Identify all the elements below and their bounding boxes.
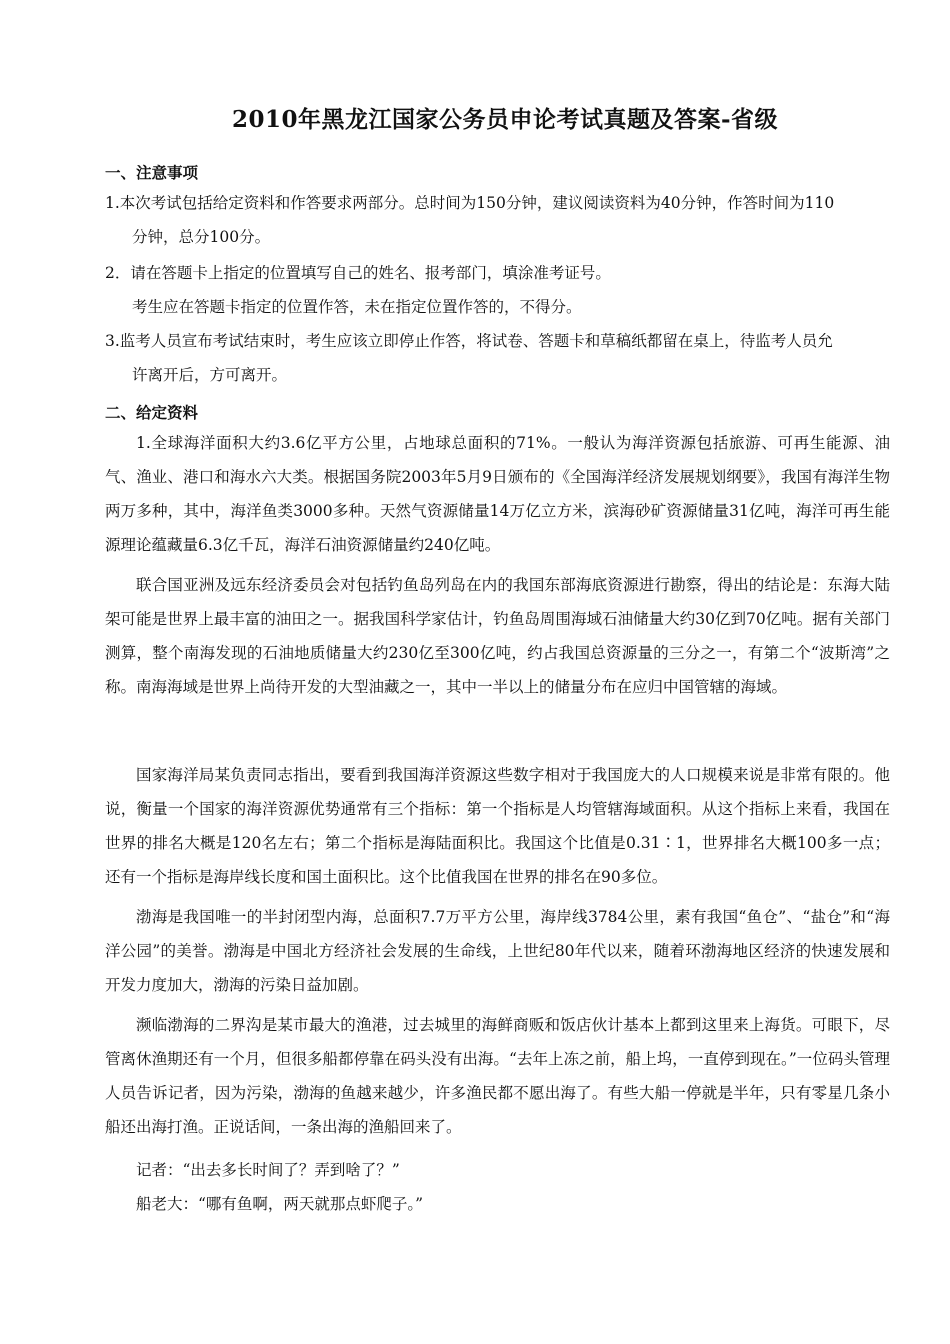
material-paragraph-5: 濒临渤海的二界沟是某市最大的渔港，过去城里的海鲜商贩和饭店伙计基本上都到这里来上海货。可眼下，尽管离休渔期还有一个月，但很多船都停靠在码头没有出海。“去年上冻之前，船上坞，一直停到现在。”一位码头管理人员告诉记者，因为污染，渤海的鱼越来越少，许多渔民都不愿出海了。有些大船一停就是半年，只有零星几条小船还出海打渔。正说话间，一条出海的渔船回来了。 xyxy=(105,1016,890,1136)
dialog-line-reporter: 记者：“出去多长时间了？弄到啥了？” xyxy=(136,1161,400,1179)
notice-item-continuation: 分钟，总分100分。 xyxy=(132,228,271,246)
notice-item-2 xyxy=(105,256,890,324)
section-heading-notes: 一、注意事项 xyxy=(105,163,199,182)
notice-item-line: 1.本次考试包括给定资料和作答要求两部分。总时间为150分钟，建议阅读资料为40分钟，作答时间为110 xyxy=(105,194,835,212)
section-heading-materials: 二、给定资料 xyxy=(105,403,199,422)
material-paragraph-2: 联合国亚洲及远东经济委员会对包括钓鱼岛列岛在内的我国东部海底资源进行勘察，得出的结论是：东海大陆架可能是世界上最丰富的油田之一。据我国科学家估计，钓鱼岛周围海域石油储量大约30亿到70亿吨。据有关部门测算，整个南海发现的石油地质储量大约230亿至300亿吨，约占我国总资源量的三分之一，有第二个“波斯湾”之称。南海海域是世界上尚待开发的大型油藏之一，其中一半以上的储量分布在应归中国管辖的海域。 xyxy=(105,576,890,696)
material-paragraph-1: 1.全球海洋面积大约3.6亿平方公里，占地球总面积的71%。一般认为海洋资源包括旅游、可再生能源、油气、渔业、港口和海水六大类。根据国务院2003年5月9日颁布的《全国海洋经济发展规划纲要》，我国有海洋生物两万多种，其中，海洋鱼类3000多种。天然气资源储量14万亿立方米，滨海砂矿资源储量31亿吨，海洋可再生能源理论蕴藏量6.3亿千瓦，海洋石油资源储量约240亿吨。 xyxy=(105,434,890,554)
notice-item-line: 2．请在答题卡上指定的位置填写自己的姓名、报考部门，填涂准考证号。 xyxy=(105,264,611,282)
notice-item-continuation: 许离开后，方可离开。 xyxy=(132,366,288,384)
notice-item-1 xyxy=(105,186,890,254)
material-paragraph-4: 渤海是我国唯一的半封闭型内海，总面积7.7万平方公里，海岸线3784公里，素有我国“鱼仓”、“盐仓”和“海洋公园”的美誉。渤海是中国北方经济社会发展的生命线，上世纪80年代以来，随着环渤海地区经济的快速发展和开发力度加大，渤海的污染日益加剧。 xyxy=(105,908,890,994)
notice-item-continuation: 考生应在答题卡指定的位置作答，未在指定位置作答的，不得分。 xyxy=(132,298,582,316)
notice-item-3 xyxy=(105,324,890,392)
material-paragraph-3: 国家海洋局某负责同志指出，要看到我国海洋资源这些数字相对于我国庞大的人口规模来说是非常有限的。他说，衡量一个国家的海洋资源优势通常有三个指标：第一个指标是人均管辖海域面积。从这个指标上来看，我国在世界的排名大概是120名左右；第二个指标是海陆面积比。我国这个比值是0.31∶1，世界排名大概100多一点；还有一个指标是海岸线长度和国土面积比。这个比值我国在世界的排名在90多位。 xyxy=(105,766,890,886)
notice-item-line: 3.监考人员宣布考试结束时，考生应该立即停止作答，将试卷、答题卡和草稿纸都留在桌上，待监考人员允 xyxy=(105,332,833,350)
dialog-line-captain: 船老大：“哪有鱼啊，两天就那点虾爬子。” xyxy=(136,1195,424,1213)
document-title: 2010年黑龙江国家公务员申论考试真题及答案-省级 xyxy=(231,106,779,133)
